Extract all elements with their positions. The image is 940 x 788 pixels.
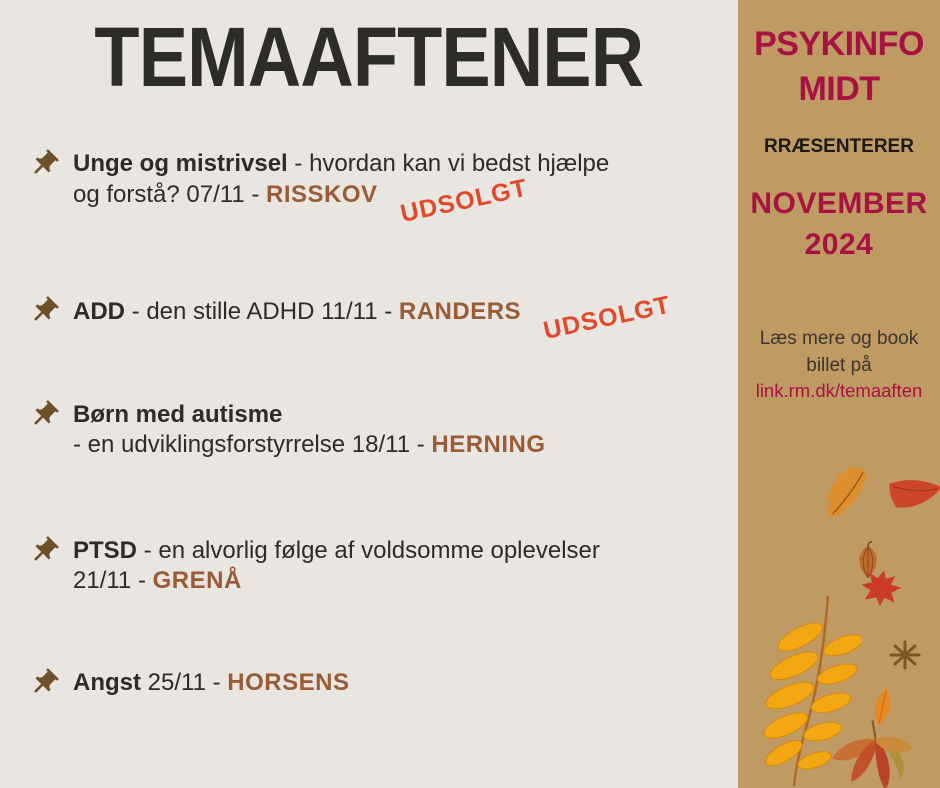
- event-description: - en alvorlig følge af voldsomme oplevelser: [137, 537, 600, 564]
- event-date: og forstå? 07/11 -: [73, 181, 267, 208]
- soldout-badge: UDSOLGT: [397, 173, 530, 228]
- pushpin-icon: [21, 660, 66, 705]
- event-line: [73, 290, 728, 345]
- brand-line-2: MIDT: [798, 70, 880, 108]
- event-location: HERNING: [431, 431, 546, 458]
- booking-info: [738, 325, 940, 379]
- event-description: - hvordan kan vi bedst hjælpe: [287, 150, 610, 177]
- pushpin-icon: [21, 141, 66, 186]
- page-title: [0, 12, 738, 102]
- event-topic: Børn med autisme: [73, 401, 283, 428]
- event-month: [738, 183, 940, 265]
- event-line: [73, 173, 728, 228]
- event-location: GRENÅ: [152, 567, 242, 594]
- presents-label: RRÆSENTERER: [764, 136, 914, 157]
- event-item-ptsd: [28, 536, 728, 596]
- event-item-unge-og-mistrivsel: [28, 149, 728, 228]
- page-title-text: TEMAAFTENER: [94, 10, 644, 104]
- event-item-angst: [28, 668, 728, 699]
- event-description: - den stille ADHD 11/11 -: [125, 298, 399, 325]
- pushpin-icon: [21, 528, 66, 573]
- sidebar: [738, 0, 940, 788]
- event-date: 21/11 -: [73, 567, 153, 594]
- brand-name: [738, 22, 940, 112]
- event-topic: Angst: [73, 669, 141, 696]
- creeper-leaf-icon: [828, 718, 918, 788]
- booking-info-line-2: billet på: [806, 355, 872, 376]
- event-item-add: [28, 290, 728, 345]
- booking-link: link.rm.dk/temaaften: [755, 380, 923, 401]
- event-topic: PTSD: [73, 537, 138, 564]
- booking-info-line-1: Læs mere og book: [759, 328, 919, 349]
- event-topic: ADD: [73, 298, 125, 325]
- event-topic: Unge og mistrivsel: [73, 150, 288, 177]
- pushpin-icon: [21, 392, 66, 437]
- brand-line-1: PSYKINFO: [754, 25, 924, 63]
- oak-leaf-icon: [812, 459, 881, 524]
- event-description: - en udviklingsforstyrrelse 18/11 -: [73, 431, 432, 458]
- maple-leaf-icon: [855, 564, 907, 611]
- event-line: [73, 400, 728, 430]
- event-location: RANDERS: [398, 298, 522, 325]
- event-line: [73, 668, 728, 698]
- event-line: [73, 149, 728, 179]
- soldout-badge: UDSOLGT: [541, 290, 674, 345]
- event-item-boern-med-autisme: [28, 400, 728, 460]
- event-line: [73, 536, 728, 566]
- year: 2024: [804, 228, 874, 261]
- event-location: HORSENS: [227, 669, 350, 696]
- event-location: RISSKOV: [266, 181, 378, 208]
- star-anise-icon: [888, 640, 922, 670]
- pushpin-icon: [21, 288, 66, 333]
- red-leaf-icon: [886, 474, 940, 518]
- event-line: [73, 566, 728, 596]
- month-name: NOVEMBER: [750, 187, 928, 220]
- event-line: [73, 430, 728, 460]
- event-date: 25/11 -: [141, 669, 228, 696]
